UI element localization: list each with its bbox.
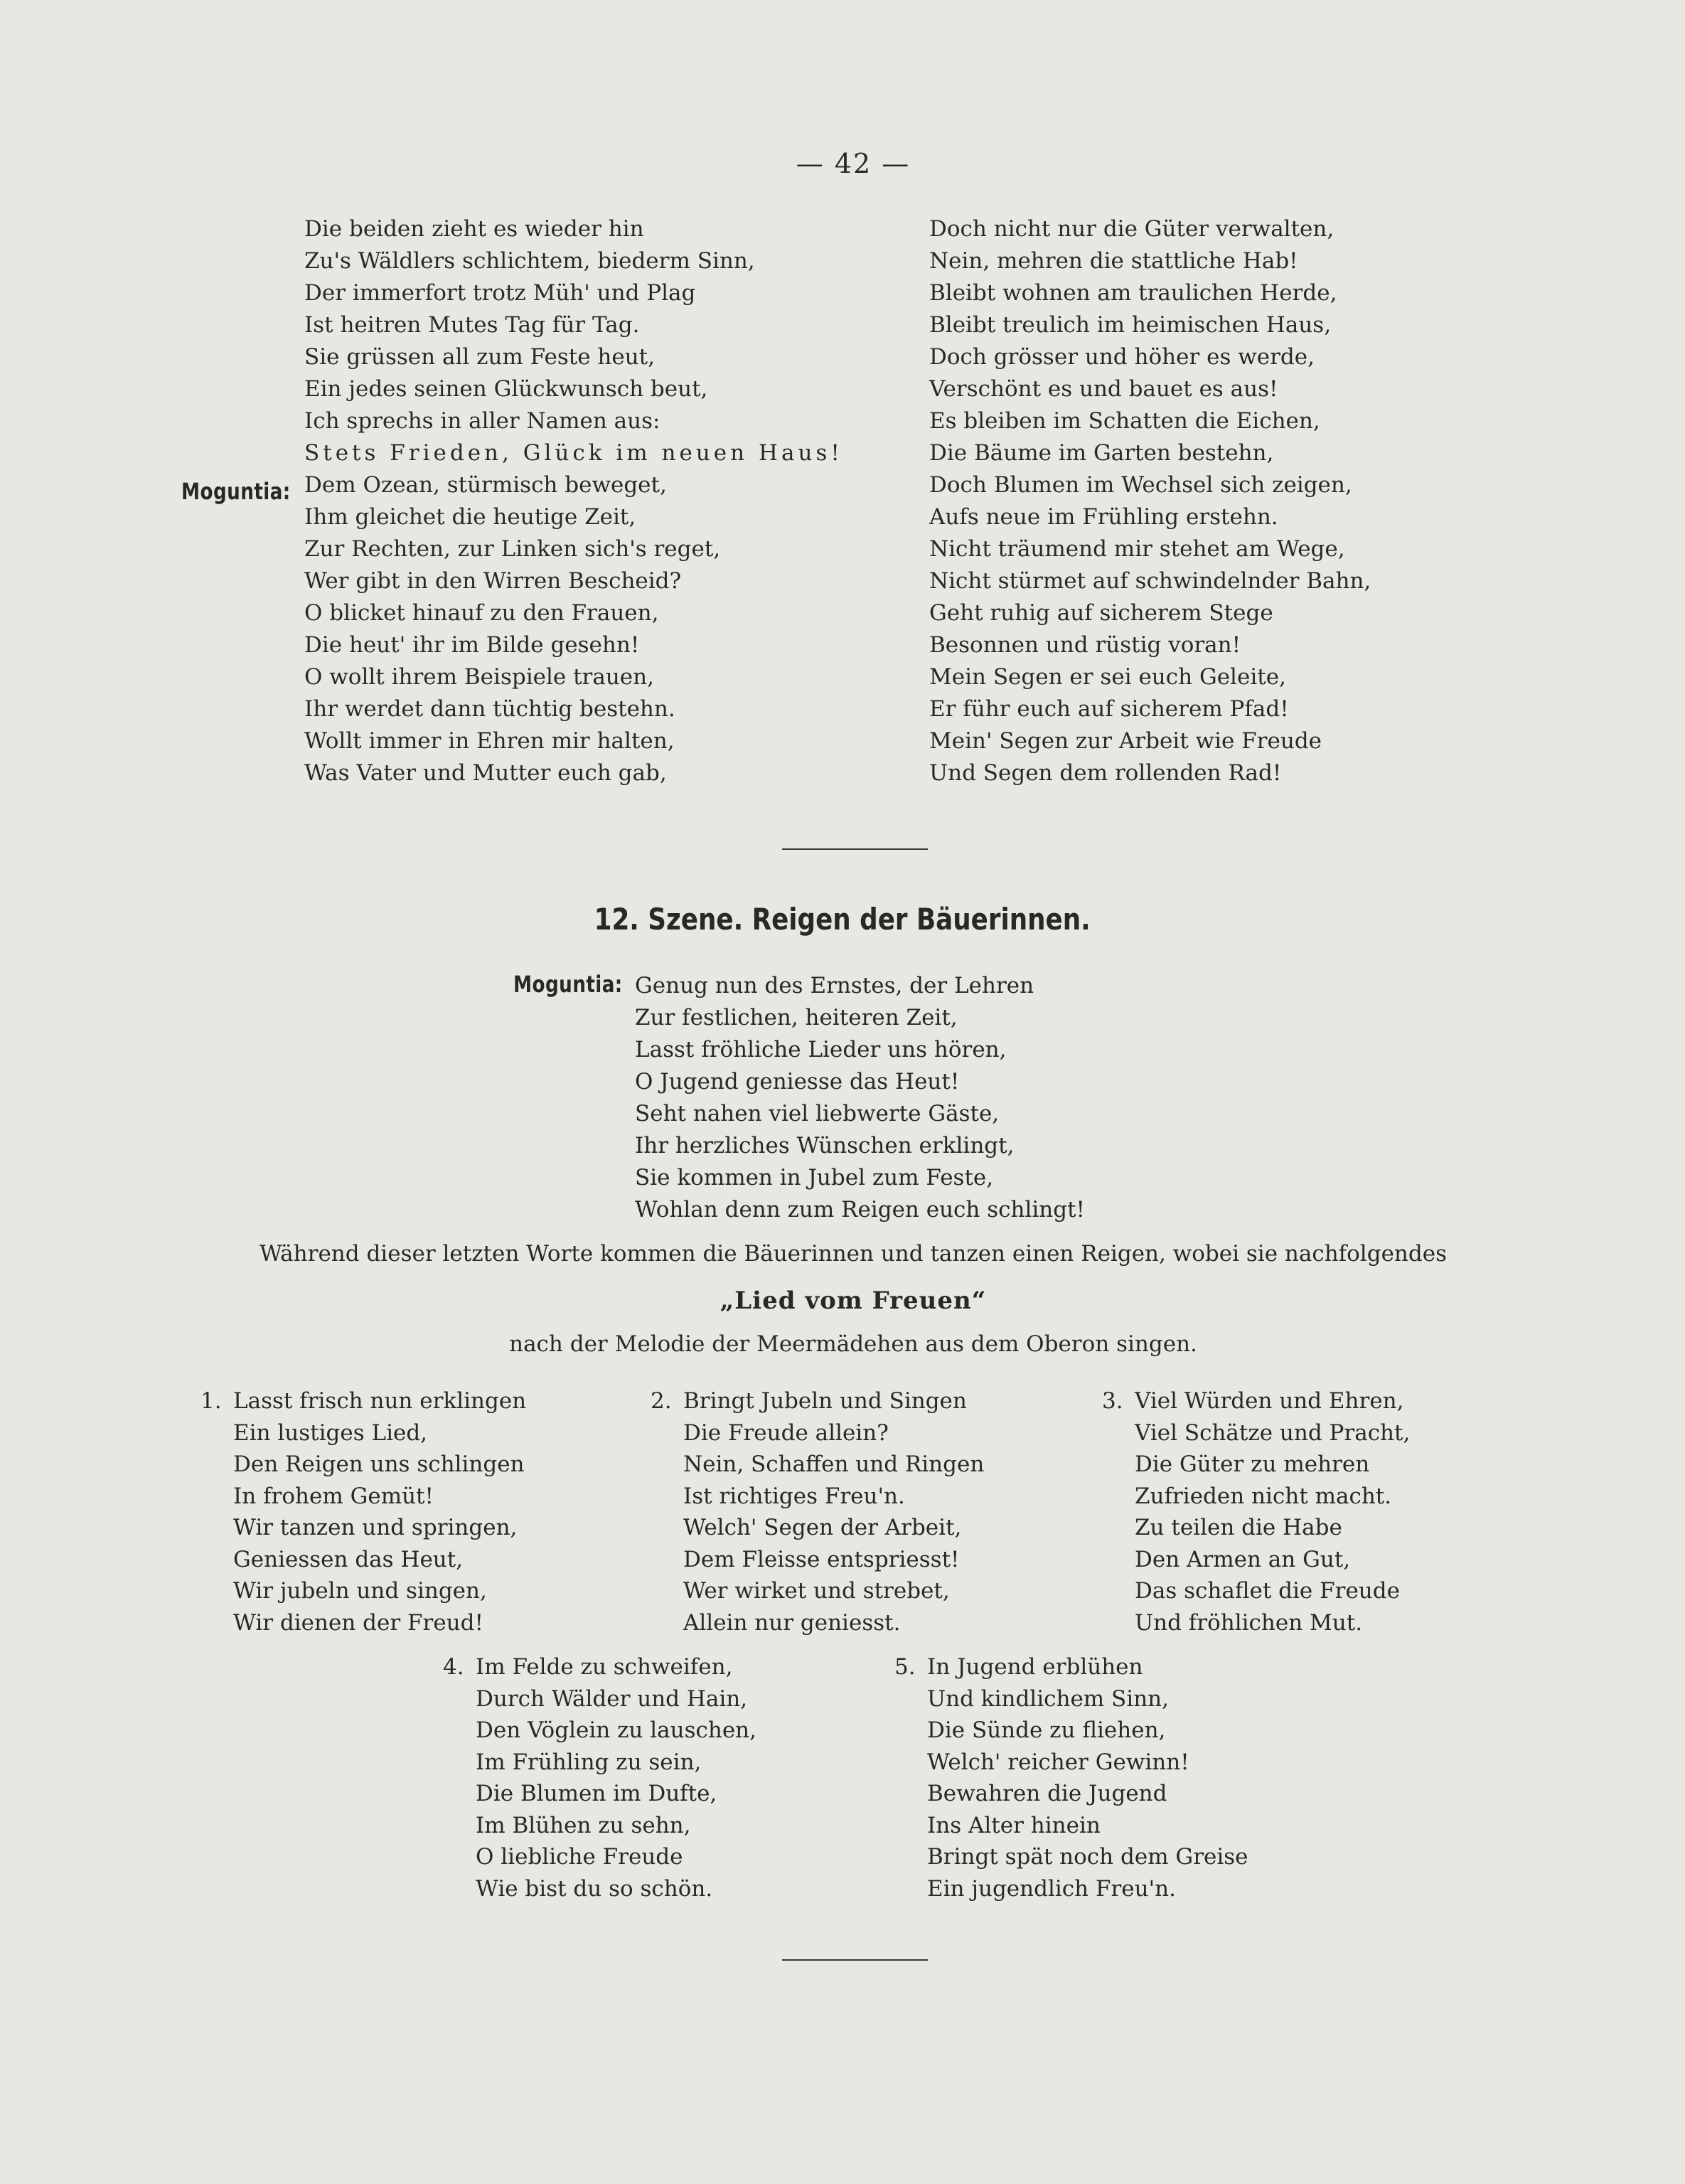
page-number: — 42 — (796, 148, 911, 179)
verse-line: Genug nun des Ernstes, der Lehren (635, 973, 1034, 998)
verse-line: Allein nur geniesst. (683, 1609, 901, 1636)
verse-line: Dem Fleisse entspriesst! (683, 1546, 960, 1572)
verse-line: Ein jugendlich Freu'n. (927, 1875, 1176, 1902)
verse-line: Bewahren die Jugend (927, 1781, 1167, 1806)
verse-number: 4. (443, 1654, 464, 1680)
verse-number: 3. (1102, 1388, 1123, 1414)
verse-line: Was Vater und Mutter euch gab, (304, 760, 667, 786)
verse-line: Welch' Segen der Arbeit, (683, 1515, 962, 1540)
song-note: nach der Melodie der Meermädehen aus dem Oberon singen. (509, 1331, 1197, 1357)
verse-line: Wohlan denn zum Reigen euch schlingt! (635, 1197, 1086, 1222)
verse-line: Den Vöglein zu lauschen, (476, 1717, 756, 1743)
verse-line: Geht ruhig auf sicherem Stege (929, 600, 1273, 626)
verse-line: Die heut' ihr im Bilde gesehn! (304, 632, 640, 658)
verse-line: O liebliche Freude (476, 1844, 683, 1870)
right-column (929, 213, 1371, 789)
verse-line: Bringt Jubeln und Singen (683, 1388, 967, 1414)
verse-number: 2. (651, 1388, 672, 1414)
verse-line: Lasst fröhliche Lieder uns hören, (635, 1037, 1007, 1062)
verse-number: 1. (200, 1388, 222, 1414)
verse-line: Nicht stürmet auf schwindelnder Bahn, (929, 568, 1371, 594)
verse-line: Die Blumen im Dufte, (476, 1781, 717, 1806)
verse-line: Doch grösser und höher es werde, (929, 344, 1315, 370)
verse-line: Den Reigen uns schlingen (233, 1451, 525, 1477)
verse-line: Sie kommen in Jubel zum Feste, (635, 1165, 994, 1190)
section-divider (782, 1959, 928, 1961)
left-column (304, 213, 843, 789)
verse-line: Ich sprechs in aller Namen aus: (304, 408, 660, 434)
verse-line: Stets Frieden, Glück im neuen Haus! (304, 440, 843, 466)
scene-speaker-label: Moguntia: (513, 971, 623, 998)
verse-line: Er führ euch auf sicherem Pfad! (929, 696, 1289, 722)
verse-2 (651, 1385, 984, 1639)
verse-line: Besonnen und rüstig voran! (929, 632, 1241, 658)
verse-5 (894, 1651, 1248, 1905)
verse-line: Zur festlichen, heiteren Zeit, (635, 1005, 958, 1030)
verse-line: Zu teilen die Habe (1135, 1515, 1342, 1540)
verse-line: Wer gibt in den Wirren Bescheid? (304, 568, 682, 594)
verse-line: Den Armen an Gut, (1135, 1546, 1351, 1572)
verse-line: Wollt immer in Ehren mir halten, (304, 728, 675, 754)
verse-line: Ihm gleichet die heutige Zeit, (304, 504, 636, 530)
section-divider (782, 848, 928, 850)
verse-line: Und kindlichem Sinn, (927, 1685, 1169, 1712)
verse-line: Die Sünde zu fliehen, (927, 1717, 1166, 1743)
verse-line: O wollt ihrem Beispiele trauen, (304, 664, 654, 690)
stage-direction: Während dieser letzten Worte kommen die Bäuerinnen und tanzen einen Reigen, wobei sie nachfolgendes (260, 1241, 1447, 1267)
verse-line: O blicket hinauf zu den Frauen, (304, 600, 659, 626)
verse-1 (200, 1385, 526, 1639)
verse-line: Nein, mehren die stattliche Hab! (929, 248, 1298, 274)
verse-line: Der immerfort trotz Müh' und Plag (304, 280, 696, 306)
verse-line: Mein' Segen zur Arbeit wie Freude (929, 728, 1322, 754)
verse-line: Doch Blumen im Wechsel sich zeigen, (929, 472, 1352, 498)
verse-line: Verschönt es und bauet es aus! (929, 376, 1278, 402)
verse-line: Zu's Wäldlers schlichtem, biederm Sinn, (304, 248, 755, 274)
verse-line: Welch' reicher Gewinn! (927, 1749, 1189, 1775)
verse-line: Aufs neue im Frühling erstehn. (929, 504, 1278, 530)
verse-line: Seht nahen viel liebwerte Gäste, (635, 1101, 1000, 1126)
verse-line: Wir dienen der Freud! (233, 1609, 483, 1636)
verse-line: Bringt spät noch dem Greise (927, 1844, 1248, 1870)
verse-line: Wer wirket und strebet, (683, 1578, 950, 1604)
verse-line: Im Blühen zu sehn, (476, 1812, 691, 1838)
verse-line: Viel Schätze und Pracht, (1135, 1419, 1411, 1446)
verse-line: Ist heitren Mutes Tag für Tag. (304, 312, 640, 338)
verse-line: Bleibt treulich im heimischen Haus, (929, 312, 1332, 338)
verse-line: O Jugend geniesse das Heut! (635, 1069, 960, 1094)
verse-line: Ist richtiges Freu'n. (683, 1483, 905, 1509)
song-title: „Lied vom Freuen“ (720, 1287, 987, 1315)
verse-line: Nicht träumend mir stehet am Wege, (929, 536, 1345, 562)
verse-line: Nein, Schaffen und Ringen (683, 1451, 985, 1477)
verse-line: Zur Rechten, zur Linken sich's reget, (304, 536, 721, 562)
verse-line: Doch nicht nur die Güter verwalten, (929, 216, 1334, 242)
verse-line: Es bleiben im Schatten die Eichen, (929, 408, 1320, 434)
scene-title (0, 902, 1685, 937)
verse-line: Ins Alter hinein (927, 1812, 1101, 1838)
verse-line: Und fröhlichen Mut. (1135, 1609, 1363, 1636)
verse-line: Dem Ozean, stürmisch beweget, (304, 472, 667, 498)
scene-title-text: 12. Szene. Reigen der Bäuerinnen. (594, 902, 1091, 937)
verse-line: Geniessen das Heut, (233, 1546, 464, 1572)
verse-line: In frohem Gemüt! (233, 1483, 434, 1509)
verse-line: Wir tanzen und springen, (233, 1515, 518, 1540)
verse-4 (443, 1651, 756, 1905)
verse-line: Ein jedes seinen Glückwunsch beut, (304, 376, 708, 402)
verse-line: Bleibt wohnen am traulichen Herde, (929, 280, 1337, 306)
verse-line: Zufrieden nicht macht. (1135, 1483, 1392, 1509)
verse-line: Ihr werdet dann tüchtig bestehn. (304, 696, 675, 722)
verse-line: Viel Würden und Ehren, (1135, 1388, 1404, 1414)
verse-line: Wie bist du so schön. (476, 1875, 713, 1902)
verse-number: 5. (894, 1654, 916, 1680)
verse-line: Wir jubeln und singen, (233, 1578, 487, 1604)
verse-3 (1102, 1385, 1410, 1639)
verse-line: In Jugend erblühen (927, 1654, 1143, 1680)
verse-line: Mein Segen er sei euch Geleite, (929, 664, 1286, 690)
verse-line: Die Güter zu mehren (1135, 1451, 1370, 1477)
verse-line: Lasst frisch nun erklingen (233, 1388, 527, 1414)
verse-line: Und Segen dem rollenden Rad! (929, 760, 1282, 786)
verse-line: Durch Wälder und Hain, (476, 1685, 748, 1712)
verse-line: Sie grüssen all zum Feste heut, (304, 344, 655, 370)
verse-line: Ihr herzliches Wünschen erklingt, (635, 1133, 1015, 1158)
speaker-label: Moguntia: (181, 478, 291, 505)
verse-line: Das schaflet die Freude (1135, 1578, 1400, 1604)
verse-line: Ein lustiges Lied, (233, 1419, 428, 1446)
verse-line: Im Frühling zu sein, (476, 1749, 702, 1775)
scene-speech (635, 970, 1085, 1226)
verse-line: Die beiden zieht es wieder hin (304, 216, 644, 242)
verse-line: Im Felde zu schweifen, (476, 1654, 733, 1680)
verse-line: Die Bäume im Garten bestehn, (929, 440, 1274, 466)
verse-line: Die Freude allein? (683, 1419, 889, 1446)
